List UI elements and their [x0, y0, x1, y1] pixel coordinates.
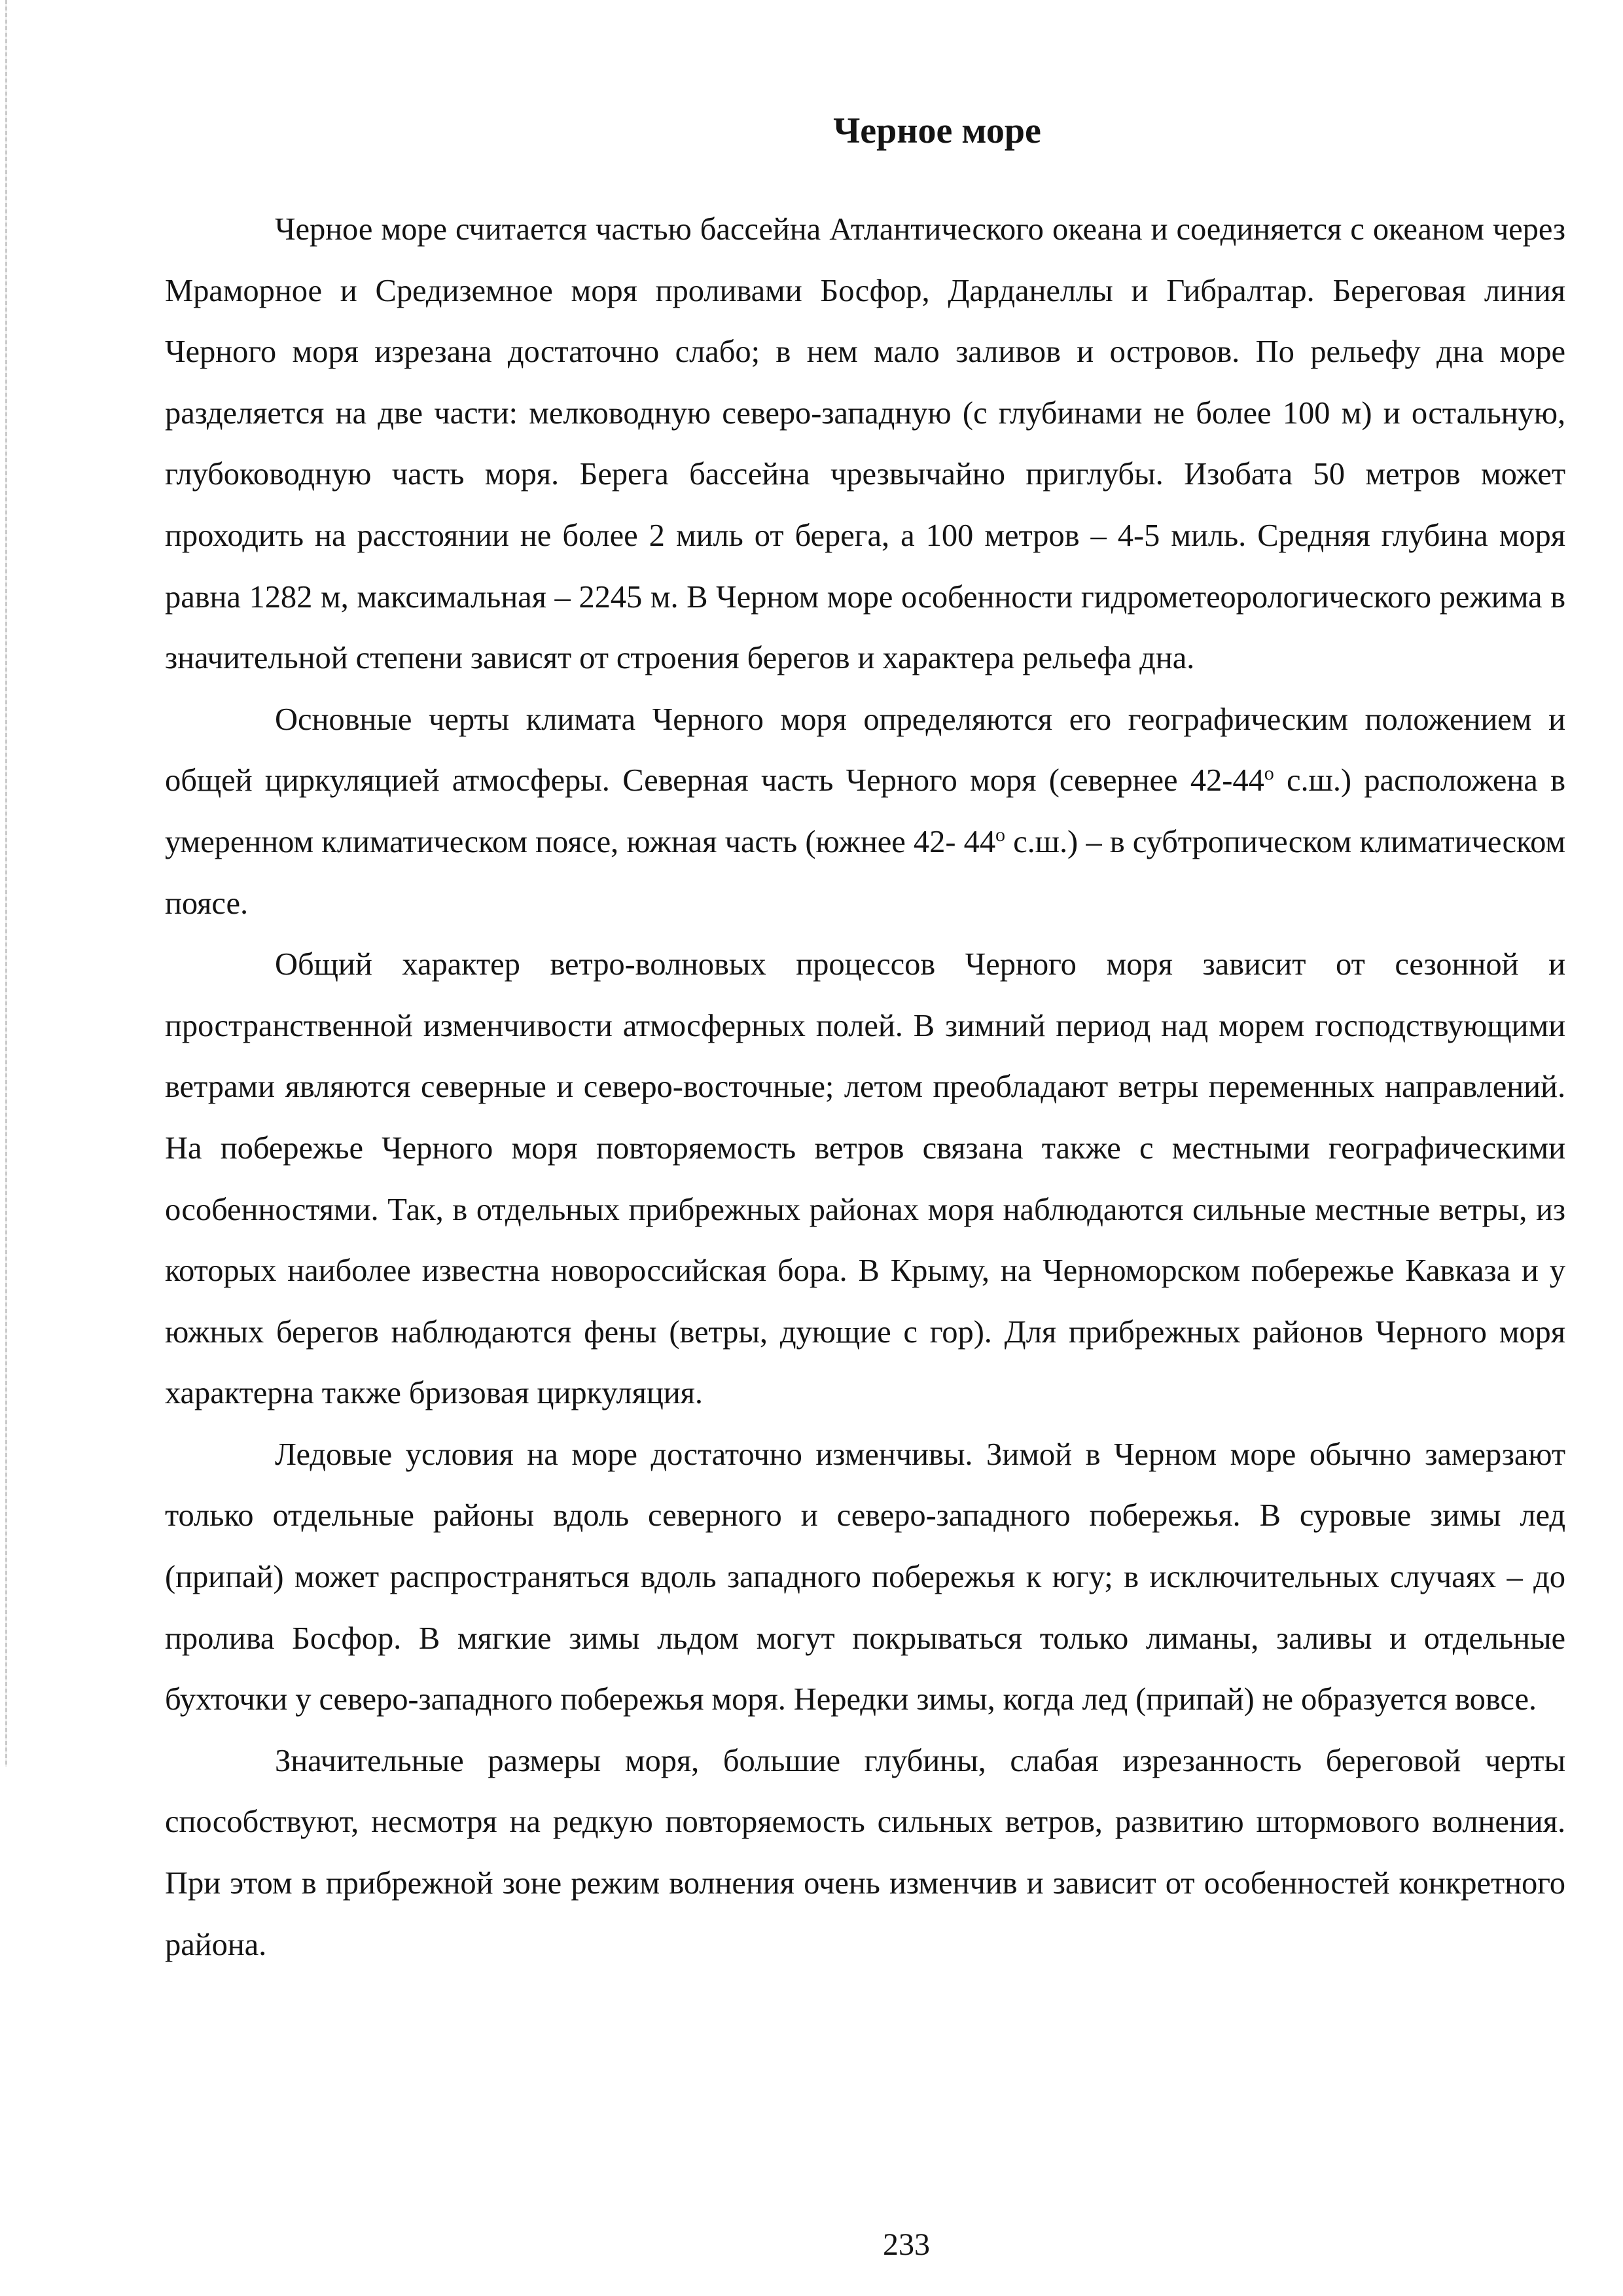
scan-edge-artifact — [5, 0, 7, 1767]
paragraph-3-text: Общий характер ветро-волновых процессов Черного моря зависит от сезонной и пространственной изменчивости атмосферных полей. В зимний период над морем господствующими ветрами являются северные и северо-восточные; летом преобладают ветры переменных направлений. На побережье Черного моря повторяемость ветров связана также с местными географическими особенностями. Так, в отдельных прибрежных районах моря наблюдаются сильные местные ветры, из которых наиболее известна новороссийская бора. В Крыму, на Черноморском побережье Кавказа и у южных берегов наблюдаются фены (ветры, дующие с гор). Для прибрежных районов Черного моря характерна также бризовая циркуляция. — [165, 946, 1565, 1411]
paragraph-5-text: Значительные размеры моря, большие глубины, слабая изрезанность береговой черты способствуют, несмотря на редкую повторяемость сильных ветров, развитию штормового волнения. При этом в прибрежной зоне режим волнения очень изменчив и зависит от особенностей конкретного района. — [165, 1742, 1565, 1962]
degree-mark-2: о — [995, 823, 1005, 846]
page-number: 233 — [883, 2227, 930, 2262]
paragraph-4 — [165, 1424, 1565, 1731]
paragraph-2-text-a: Основные черты климата Черного моря определяются его географическим положением и общей циркуляцией атмосферы. Северная часть Черного моря (севернее 42-44 — [165, 701, 1565, 798]
paragraph-5 — [165, 1731, 1565, 1975]
paragraph-2-text-b: с.ш.) расположена в умеренном климатическом поясе, южная часть (южнее 42- 44 — [165, 762, 1565, 859]
paragraph-2 — [165, 689, 1565, 934]
document-page — [165, 105, 1565, 1975]
degree-mark-1: о — [1264, 762, 1274, 785]
paragraph-1 — [165, 199, 1565, 689]
paragraph-2-text-c: с.ш.) – в субтропическом климатическом поясе. — [165, 823, 1565, 921]
paragraph-3 — [165, 934, 1565, 1424]
document-title: Черное море — [833, 111, 1041, 151]
paragraph-1-text: Черное море считается частью бассейна Атлантического океана и соединяется с океаном через Мраморное и Средиземное моря проливами Босфор, Дарданеллы и Гибралтар. Береговая линия Черного моря изрезана достаточно слабо; в нем мало заливов и островов. По рельефу дна море разделяется на две части: мелководную северо-западную (с глубинами не более 100 м) и остальную, глубоководную часть моря. Берега бассейна чрезвычайно приглубы. Изобата 50 метров может проходить на расстоянии не более 2 миль от берега, а 100 метров – 4-5 миль. Средняя глубина моря равна 1282 м, максимальная – 2245 м. В Черном море особенности гидрометеорологического режима в значительной степени зависят от строения берегов и характера рельефа дна. — [165, 211, 1565, 676]
paragraph-4-text: Ледовые условия на море достаточно изменчивы. Зимой в Черном море обычно замерзают только отдельные районы вдоль северного и северо-западного побережья. В суровые зимы лед (припай) может распространяться вдоль западного побережья к югу; в исключительных случаях – до пролива Босфор. В мягкие зимы льдом могут покрываться только лиманы, заливы и отдельные бухточки у северо-западного побережья моря. Нередки зимы, когда лед (припай) не образуется вовсе. — [165, 1436, 1565, 1717]
